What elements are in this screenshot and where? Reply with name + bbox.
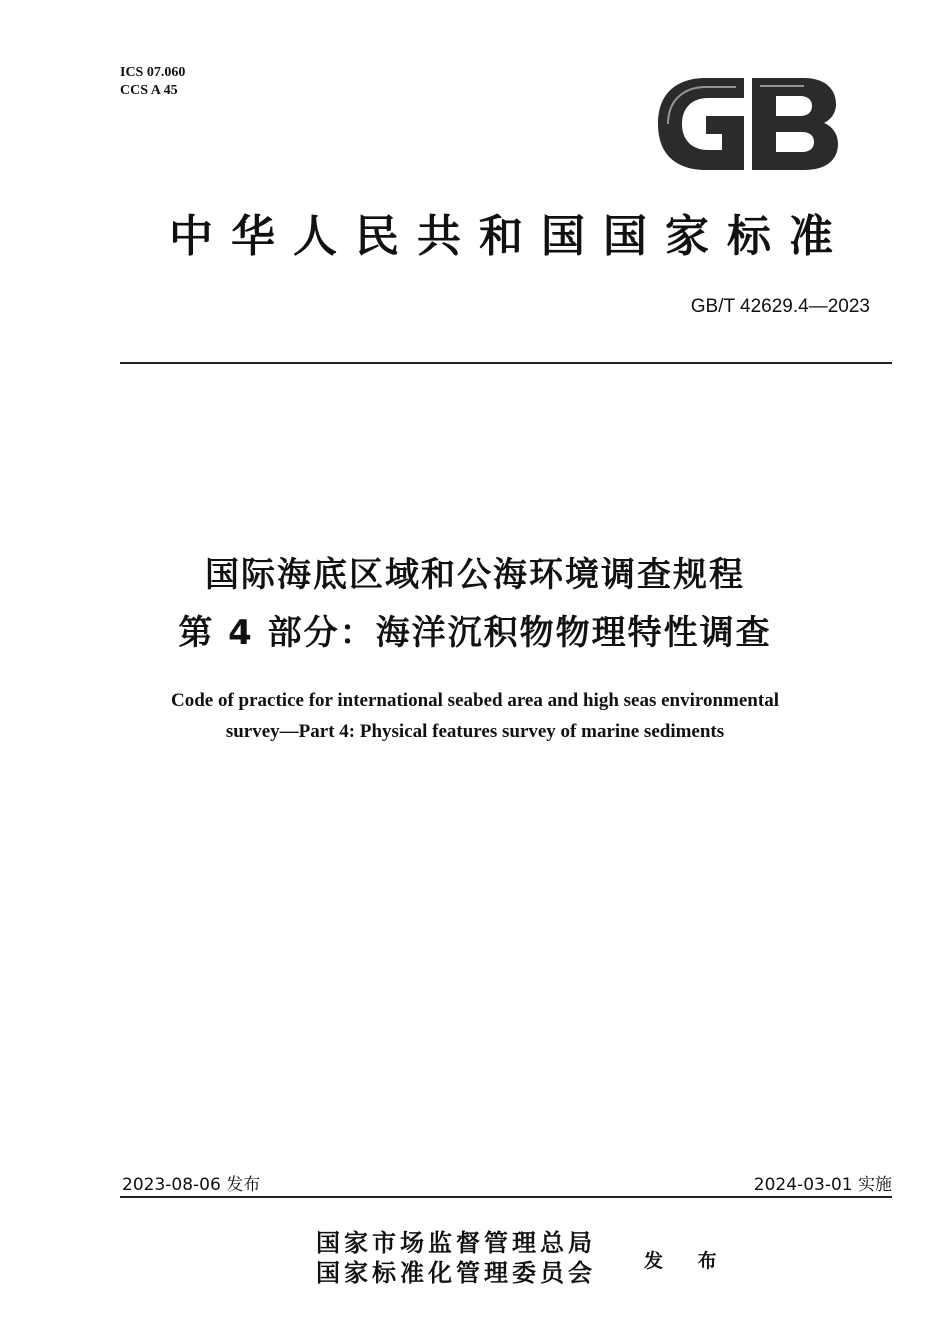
- english-title-line-1: Code of practice for international seabed area and high seas environmental: [171, 690, 779, 711]
- standard-number: GB/T 42629.4—2023: [690, 296, 870, 317]
- issue-label: 发 布: [644, 1250, 731, 1272]
- classification-codes: [120, 64, 185, 100]
- issuer-sac: 国家标准化管理委员会: [316, 1258, 596, 1287]
- publish-date: 2023-08-06 发布: [122, 1175, 261, 1195]
- top-divider: [120, 362, 892, 364]
- national-standard-title: 中华人民共和国国家标准: [169, 211, 851, 262]
- implementation-date: 2024-03-01 实施: [753, 1175, 892, 1195]
- issuing-authorities: [316, 1228, 596, 1288]
- english-title-line-2: survey—Part 4: Physical features survey of marine sediments: [225, 721, 725, 742]
- gb-logo: [654, 74, 840, 174]
- bottom-divider: [120, 1196, 892, 1198]
- ccs-code: CCS A 45: [120, 83, 178, 98]
- chinese-title-line-2: 第 4 部分：海洋沉积物物理特性调查: [178, 613, 772, 653]
- chinese-title-line-1: 国际海底区域和公海环境调查规程: [205, 555, 745, 595]
- issuer-samr: 国家市场监督管理总局: [316, 1228, 596, 1257]
- ics-code: ICS 07.060: [120, 65, 186, 80]
